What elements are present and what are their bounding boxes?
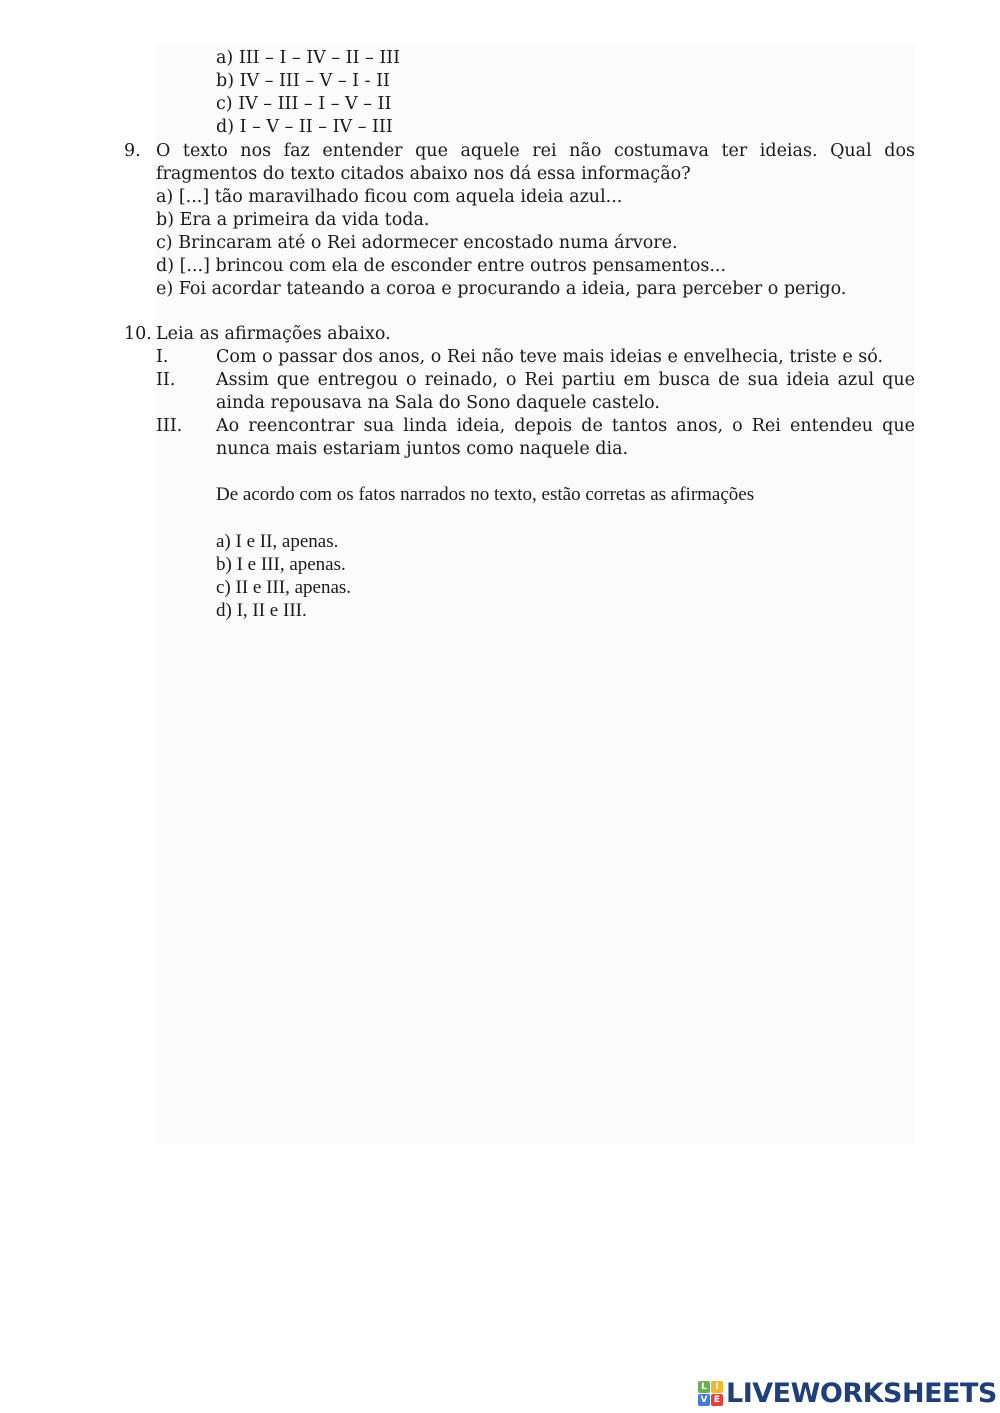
q10-option-d: d) I, II e III. xyxy=(216,600,307,621)
q10-statement-label-i: I. xyxy=(156,347,169,367)
q10-statement-label-iii: III. xyxy=(156,416,183,436)
q9-option-c: c) Brincaram até o Rei adormecer encostado numa árvore. xyxy=(156,233,678,253)
q8-option-c: c) IV – III – I – V – II xyxy=(216,94,392,114)
logo-tile-letter-l: L xyxy=(698,1381,710,1393)
logo-tile-letter-e: E xyxy=(711,1394,723,1406)
q10-statement-iii-line1: Ao reencontrar sua linda ideia, depois de tantos anos, o Rei entendeu que xyxy=(216,416,915,436)
q10-option-a: a) I e II, apenas. xyxy=(216,531,339,552)
logo-tile-letter-v: V xyxy=(698,1394,710,1406)
logo-text: LIVEWORKSHEETS xyxy=(726,1377,997,1409)
q10-statement-ii-line2: ainda repousava na Sala do Sono daquele castelo. xyxy=(216,393,660,413)
logo-tile-letter-i: I xyxy=(711,1381,723,1393)
q10-statement-label-ii: II. xyxy=(156,370,176,390)
q10-statement-iii-line2: nunca mais estariam juntos como naquele dia. xyxy=(216,439,629,459)
logo-tile-icon xyxy=(698,1381,723,1406)
q8-option-a: a) III – I – IV – II – III xyxy=(216,48,401,68)
q9-option-d: d) [...] brincou com ela de esconder entre outros pensamentos... xyxy=(156,256,727,276)
q9-stem-line1: O texto nos faz entender que aquele rei não costumava ter ideias. Qual dos xyxy=(156,141,915,161)
q10-statement-ii-line1: Assim que entregou o reinado, o Rei partiu em busca de sua ideia azul que xyxy=(216,370,915,390)
q10-statement-i: Com o passar dos anos, o Rei não teve mais ideias e envelhecia, triste e só. xyxy=(216,347,884,367)
q10-option-b: b) I e III, apenas. xyxy=(216,554,346,575)
q9-stem-line2: fragmentos do texto citados abaixo nos dá essa informação? xyxy=(156,164,691,184)
q8-option-b: b) IV – III – V – I - II xyxy=(216,71,390,91)
q9-option-a: a) [...] tão maravilhado ficou com aquela ideia azul... xyxy=(156,187,623,207)
q9-option-b: b) Era a primeira da vida toda. xyxy=(156,210,430,230)
q10-option-c: c) II e III, apenas. xyxy=(216,577,352,598)
q10-prompt: De acordo com os fatos narrados no texto, estão corretas as afirmações xyxy=(216,484,755,505)
liveworksheets-logo xyxy=(698,1377,997,1409)
q8-option-d: d) I – V – II – IV – III xyxy=(216,117,393,137)
q9-option-e: e) Foi acordar tateando a coroa e procurando a ideia, para perceber o perigo. xyxy=(156,279,847,299)
q9-number: 9. xyxy=(124,141,141,161)
q10-stem: Leia as afirmações abaixo. xyxy=(156,324,391,344)
q10-number: 10. xyxy=(124,324,152,344)
